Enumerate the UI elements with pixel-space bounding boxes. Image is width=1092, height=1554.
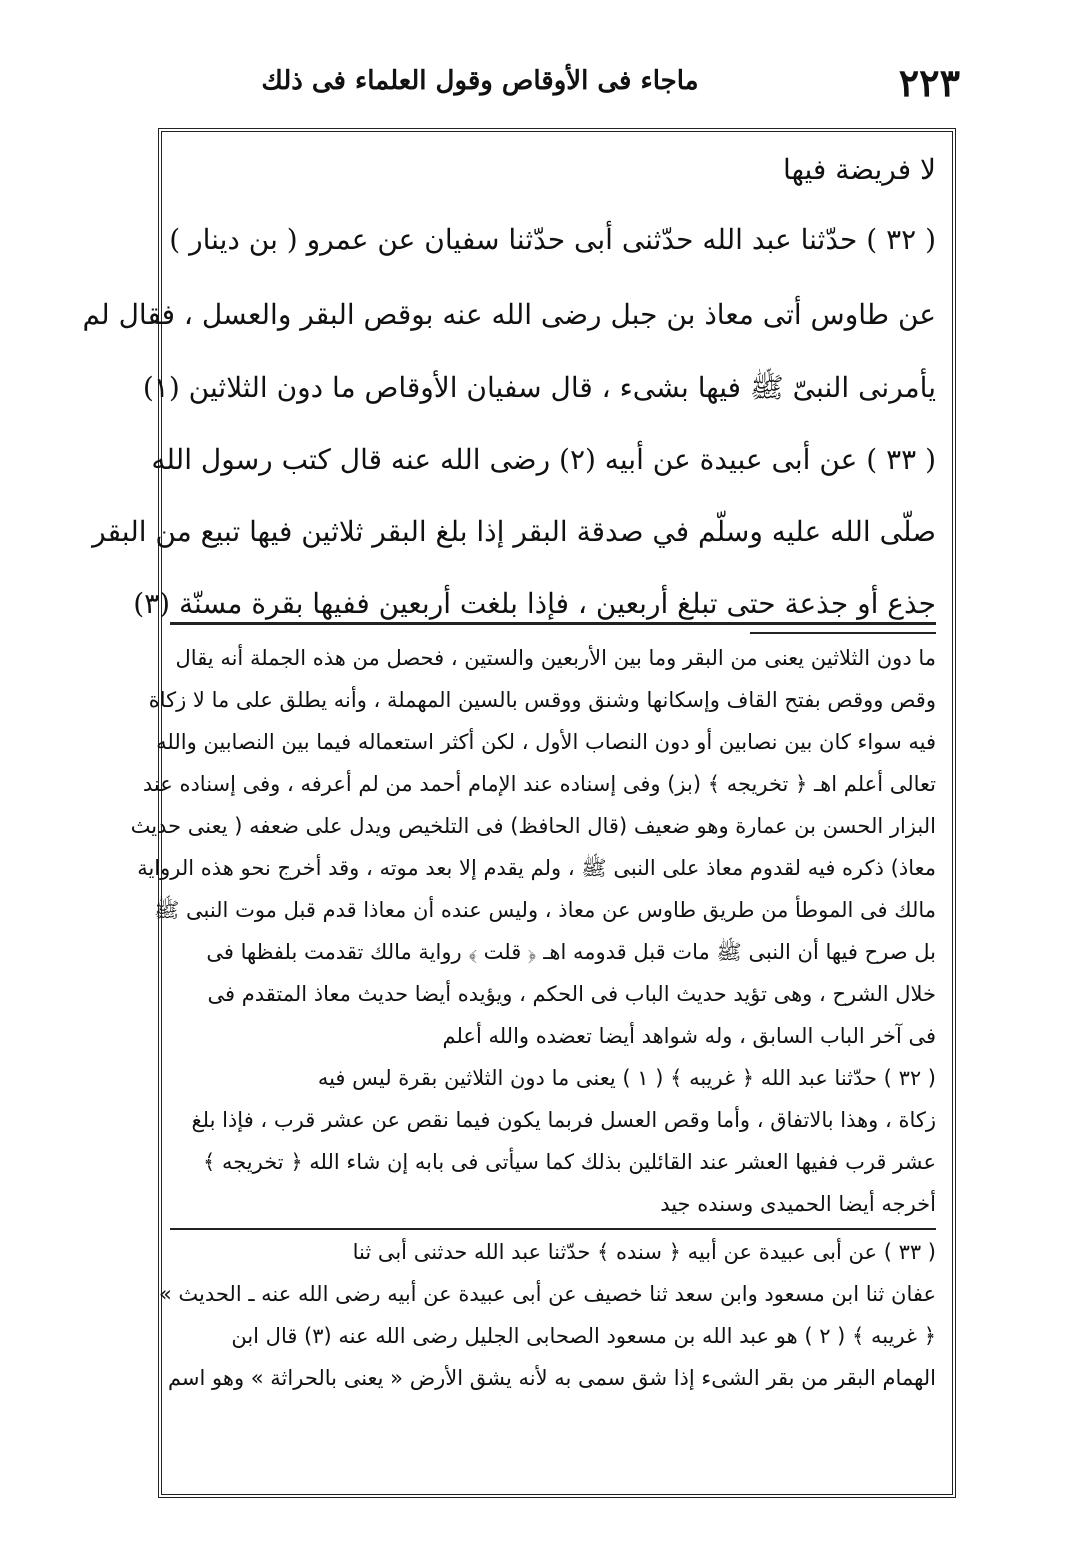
commentary-line: خلال الشرح ، وهى تؤيد حديث الباب فى الحكم ، ويؤيده أيضا حديث معاذ المتقدم فى — [207, 982, 936, 1006]
commentary-line: ما دون الثلاثين يعنى من البقر وما بين الأربعين والستين ، فحصل من هذه الجملة أنه يقال — [175, 646, 936, 670]
commentary-line: زكاة ، وهذا بالاتفاق ، وأما وقص العسل فربما يكون فيما نقص عن عشر قرب ، فإذا بلغ — [191, 1108, 936, 1132]
commentary-line: مالك فى الموطأ من طريق طاوس عن معاذ ، وليس عنده أن معاذا قدم قبل موت النبى ﷺ — [153, 898, 936, 922]
section-divider — [170, 622, 936, 625]
main-hadith-text — [82, 140, 936, 620]
text-line: لا فريضة فيها — [783, 153, 936, 186]
commentary-line: الهمام البقر من بقر الشىء إذا شق سمى به لأنه يشق الأرض « يعنى بالحراثة » وهو اسم — [167, 1366, 936, 1390]
commentary-line: أخرجه أيضا الحميدى وسنده جيد — [660, 1192, 936, 1216]
page-header — [160, 60, 960, 120]
running-title: ماجاء فى الأوقاص وقول العلماء فى ذلك — [261, 66, 699, 96]
commentary-line: فيه سواء كان بين نصابين أو دون النصاب الأول ، لكن أكثر استعماله فيما بين النصابين والله — [156, 730, 936, 754]
text-line: يأمرنى النبىّ ﷺ فيها بشىء ، قال سفيان الأوقاص ما دون الثلاثين (١) — [142, 371, 936, 404]
text-line: صلّى الله عليه وسلّم في صدقة البقر إذا بلغ البقر ثلاثين فيها تبيع من البقر — [92, 515, 936, 548]
commentary-line: فى آخر الباب السابق ، وله شواهد أيضا تعضده والله أعلم — [442, 1024, 936, 1048]
commentary-line: ﴿ غريبه ﴾ ( ٢ ) هو عبد الله بن مسعود الصحابى الجليل رضى الله عنه (٣) قال ابن — [231, 1324, 936, 1348]
commentary-line: البزار الحسن بن عمارة وهو ضعيف (قال الحافظ) فى التلخيص ويدل على ضعفه ( يعنى حديث — [130, 814, 936, 838]
commentary-line: معاذ) ذكره فيه لقدوم معاذ على النبى ﷺ ، ولم يقدم إلا بعد موته ، وقد أخرج نحو هذه الرواية — [137, 856, 936, 880]
commentary-line: عفان ثنا ابن مسعود وابن سعد ثنا خصيف عن أبى عبيدة عن أبيه رضى الله عنه ـ الحديث » — [158, 1282, 936, 1306]
commentary-line: وقص ووقص بفتح القاف وإسكانها وشنق ووقس بالسين المهملة ، وأنه يطلق على ما لا زكاة — [148, 688, 936, 712]
text-line: جذع أو جذعة حتى تبلغ أربعين ، فإذا بلغت أربعين ففيها بقرة مسنّة (٣) — [133, 587, 936, 620]
commentary-line: ( ٣٣ ) عن أبى عبيدة عن أبيه ﴿ سنده ﴾ حدّثنا عبد الله حدثنى أبى ثنا — [352, 1240, 936, 1264]
text-line: ( ٣٢ ) حدّثنا عبد الله حدّثنى أبى حدّثنا سفيان عن عمرو ( بن دينار ) — [169, 223, 936, 256]
footnote-rule — [750, 632, 936, 634]
commentary-line: بل صرح فيها أن النبى ﷺ مات قبل قدومه اهـ ﴿ قلت ﴾ رواية مالك تقدمت بلفظها فى — [206, 940, 936, 964]
commentary-line: ( ٣٢ ) حدّثنا عبد الله ﴿ غريبه ﴾ ( ١ ) يعنى ما دون الثلاثين بقرة ليس فيه — [317, 1066, 936, 1090]
commentary-divider — [170, 1228, 936, 1230]
page-number: ٢٢٣ — [898, 60, 960, 105]
commentary-line: تعالى أعلم اهـ ﴿ تخريجه ﴾ (بز) وفى إسناده عند الإمام أحمد من لم أعرفه ، وفى إسناده عند — [142, 772, 936, 796]
commentary-line: عشر قرب ففيها العشر عند القائلين بذلك كما سيأتى فى بابه إن شاء الله ﴿ تخريجه ﴾ — [203, 1150, 936, 1174]
text-line: عن طاوس أتى معاذ بن جبل رضى الله عنه بوقص البقر والعسل ، فقال لم — [82, 298, 936, 331]
text-line: ( ٣٣ ) عن أبى عبيدة عن أبيه (٢) رضى الله عنه قال كتب رسول الله — [151, 443, 936, 476]
commentary-text — [130, 640, 936, 1480]
